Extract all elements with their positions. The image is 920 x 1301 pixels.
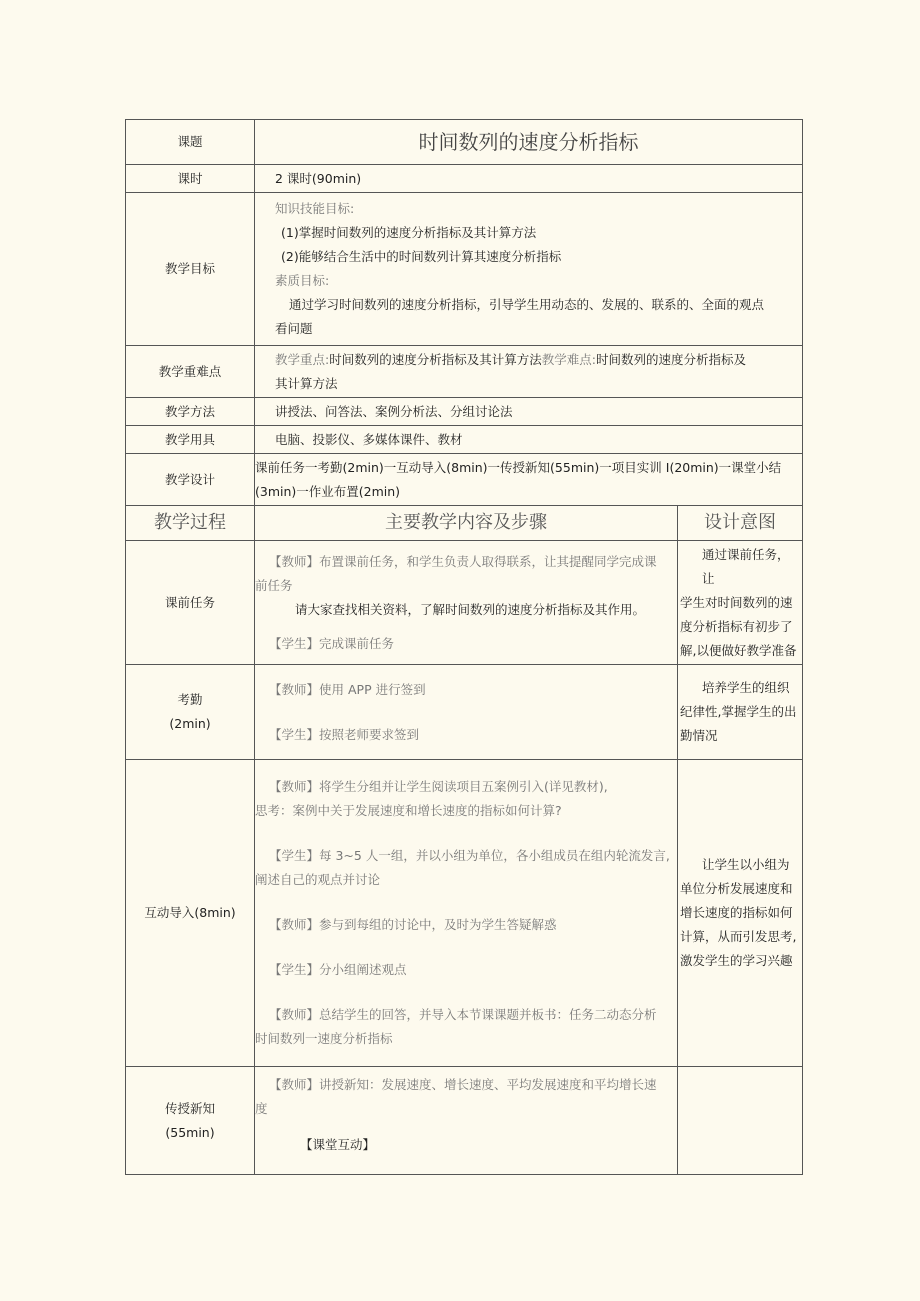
row-topic [126,120,803,165]
row-design [126,454,803,506]
tools-value: 电脑、投影仪、多媒体课件、教材 [255,426,803,454]
design-line-2: (3min)一作业布置(2min) [255,483,401,499]
row-key-points [126,346,803,398]
design-line-1: 课前任务一考勤(2min)一互动导入(8min)一传授新知(55min)一项目实训 I(20min)一课堂小结 [255,459,782,475]
topic-label: 课题 [126,120,255,165]
intro-intent-3: 增长速度的指标如何 [680,905,793,920]
intro-teacher-2: 【教师】参与到每组的讨论中，及时为学生答疑解惑 [269,917,557,932]
intro-intent-1: 让学生以小组为 [702,857,790,872]
attendance-label-2: (2min) [169,716,211,731]
teach-intent [678,1067,803,1175]
attendance-student: 【学生】按照老师要求签到 [269,726,420,742]
objectives-content [255,193,803,346]
row-methods [126,398,803,426]
intro-teacher-3a: 【教师】总结学生的回答，并导入本节课课题并板书：任务二动态分析 [269,1007,657,1022]
difficulty-text-2: 其计算方法 [275,375,338,391]
quality-text-2: 看问题 [275,321,313,336]
teach-label-2: (55min) [165,1124,215,1140]
design-content [255,454,803,506]
teach-teacher-1a: 【教师】讲授新知：发展速度、增长速度、平均发展速度和平均增长速 [269,1077,657,1092]
header-intent: 设计意图 [678,506,803,541]
intro-teacher-3b: 时间数列一速度分析指标 [255,1031,393,1046]
attendance-intent-3: 勤情况 [680,728,718,743]
pre-task-teacher-1: 【教师】布置课前任务，和学生负责人取得联系，让其提醒同学完成课 [269,553,657,569]
objectives-label: 教学目标 [126,193,255,346]
row-intro [126,760,803,1067]
pre-task-label: 课前任务 [126,541,255,665]
key-prefix: 教学重点: [275,351,330,367]
attendance-intent-1: 培养学生的组织 [702,680,790,695]
header-content: 主要教学内容及步骤 [255,506,678,541]
intro-student-2: 【学生】分小组阐述观点 [269,962,407,977]
attendance-intent [678,665,803,760]
pre-task-teacher-2: 前任务 [255,577,293,593]
topic-value: 时间数列的速度分析指标 [255,120,803,165]
intro-intent-4: 计算，从而引发思考, [680,929,797,944]
row-objectives [126,193,803,346]
teach-content [255,1067,678,1175]
key-points-label: 教学重难点 [126,346,255,398]
attendance-label [126,665,255,760]
knowledge-title: 知识技能目标: [275,201,355,216]
header-process: 教学过程 [126,506,255,541]
quality-text-1: 通过学习时间数列的速度分析指标，引导学生用动态的、发展的、联系的、全面的观点 [289,297,765,312]
methods-value: 讲授法、问答法、案例分析法、分组讨论法 [255,398,803,426]
intro-label: 互动导入(8min) [126,760,255,1067]
attendance-intent-2: 纪律性,掌握学生的出 [680,704,797,719]
lesson-plan-document [125,119,802,1175]
pre-task-intent-3: 度分析指标有初步了 [680,618,793,634]
row-pre-task [126,541,803,665]
design-label: 教学设计 [126,454,255,506]
intro-teacher-1b: 思考：案例中关于发展速度和增长速度的指标如何计算? [255,803,562,818]
attendance-label-1: 考勤 [177,692,203,707]
row-process-header [126,506,803,541]
row-hours [126,165,803,193]
intro-intent-5: 激发学生的学习兴趣 [680,953,793,968]
intro-teacher-1a: 【教师】将学生分组并让学生阅读项目五案例引入(详见教材), [269,779,608,794]
row-attendance [126,665,803,760]
intro-content [255,760,678,1067]
pre-task-intent-1: 通过课前任务，让 [702,546,790,586]
lesson-plan-table [125,119,803,1175]
row-teach [126,1067,803,1175]
teach-interaction: 【课堂互动】 [300,1137,376,1152]
attendance-teacher: 【教师】使用 APP 进行签到 [269,681,426,697]
objective-item-2: (2)能够结合生活中的时间数列计算其速度分析指标 [281,249,562,264]
pre-task-instruction: 请大家查找相关资料，了解时间数列的速度分析指标及其作用。 [295,601,646,617]
pre-task-student: 【学生】完成课前任务 [269,635,395,651]
row-tools [126,426,803,454]
pre-task-intent-4: 解,以便做好教学准备 [680,642,797,658]
objective-item-1: (1)掌握时间数列的速度分析指标及其计算方法 [281,225,537,240]
intro-intent-2: 单位分析发展速度和 [680,881,793,896]
quality-title: 素质目标: [275,273,330,288]
teach-teacher-1b: 度 [255,1101,268,1116]
intro-student-1a: 【学生】每 3~5 人一组，并以小组为单位，各小组成员在组内轮流发言, [269,848,670,863]
difficulty-text: 时间数列的速度分析指标及 [595,351,746,367]
hours-label: 课时 [126,165,255,193]
teach-label [126,1067,255,1175]
key-text: 时间数列的速度分析指标及其计算方法 [329,351,542,367]
hours-value: 2 课时(90min) [255,165,803,193]
methods-label: 教学方法 [126,398,255,426]
difficulty-prefix: 教学难点: [541,351,596,367]
teach-label-1: 传授新知 [164,1100,215,1116]
pre-task-intent-2: 学生对时间数列的速 [680,594,793,610]
intro-intent [678,760,803,1067]
key-points-content [255,346,803,398]
attendance-content [255,665,678,760]
pre-task-intent [678,541,803,665]
tools-label: 教学用具 [126,426,255,454]
intro-student-1b: 阐述自己的观点并讨论 [255,872,381,887]
pre-task-content [255,541,678,665]
